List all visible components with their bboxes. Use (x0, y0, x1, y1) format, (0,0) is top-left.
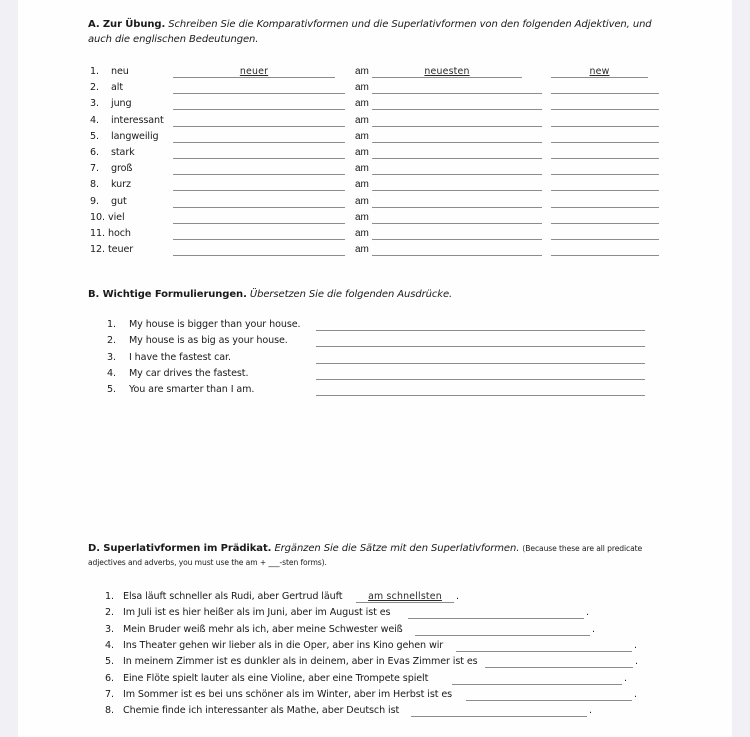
translation-blank[interactable] (316, 363, 645, 364)
am-label: am (355, 211, 369, 223)
section-a-label: A. Zur Übung. (88, 19, 166, 30)
section-a-row (18, 115, 732, 129)
english-phrase: My house is as big as your house. (129, 335, 288, 347)
section-a-instruction-cont: auch die englischen Bedeutungen. (88, 34, 259, 45)
item-number: 7. (90, 163, 99, 175)
item-number: 6. (90, 147, 99, 158)
superlative-blank[interactable] (372, 255, 542, 256)
adjective-word: kurz (111, 179, 131, 191)
section-a-row (18, 66, 732, 80)
item-number: 8. (90, 179, 99, 191)
superlative-blank[interactable] (411, 716, 587, 717)
superlative-blank[interactable] (372, 158, 542, 159)
english-meaning-blank[interactable] (551, 93, 659, 94)
comparative-blank[interactable] (173, 126, 345, 127)
item-number: 11. (90, 228, 105, 239)
sentence-text: Elsa läuft schneller als Rudi, aber Gertrud läuft (123, 591, 343, 602)
sentence-text: Im Juli ist es hier heißer als im Juni, aber im August ist es (123, 607, 391, 619)
comparative-blank[interactable] (173, 190, 345, 191)
section-a-row (18, 82, 732, 96)
superlative-blank[interactable] (485, 667, 633, 668)
am-label: am (355, 66, 369, 77)
am-label: am (355, 130, 369, 142)
item-number: 6. (105, 672, 114, 684)
adjective-word: gut (111, 195, 127, 207)
adjective-word: teuer (108, 244, 134, 256)
english-meaning-blank[interactable] (551, 190, 659, 191)
comparative-blank[interactable] (173, 239, 345, 240)
section-a-row (18, 147, 732, 161)
superlative-blank[interactable] (372, 174, 542, 175)
adjective-word: interessant (111, 114, 164, 126)
sentence-period: . (456, 591, 459, 602)
section-d-row (18, 607, 732, 621)
translation-blank[interactable] (316, 395, 645, 396)
section-a-row (18, 163, 732, 177)
am-label: am (355, 179, 369, 191)
english-meaning-blank[interactable] (551, 174, 659, 175)
item-number: 1. (105, 591, 114, 602)
comparative-blank[interactable] (173, 158, 345, 159)
english-phrase: My car drives the fastest. (129, 367, 249, 379)
english-meaning-blank[interactable] (551, 109, 659, 110)
section-a-row (18, 179, 732, 193)
english-meaning-answer: new (589, 66, 610, 77)
sentence-period: . (589, 705, 592, 717)
adjective-word: neu (111, 66, 129, 77)
section-a-row (18, 131, 732, 145)
section-b-instruction: Übersetzen Sie die folgenden Ausdrücke. (249, 289, 453, 300)
section-b-heading (88, 287, 452, 302)
english-phrase: I have the fastest car. (129, 351, 231, 363)
english-meaning-blank[interactable] (551, 142, 659, 143)
item-number: 2. (107, 335, 116, 347)
adjective-word: alt (111, 82, 124, 94)
sentence-text: In meinem Zimmer ist es dunkler als in deinem, aber in Evas Zimmer ist es (123, 656, 478, 668)
sentence-text: Mein Bruder weiß mehr als ich, aber meine Schwester weiß (123, 623, 403, 635)
section-d-row (18, 656, 732, 670)
am-label: am (355, 114, 369, 126)
am-label: am (355, 163, 369, 175)
adjective-word: stark (111, 147, 135, 158)
section-d-row (18, 624, 732, 638)
comparative-blank[interactable] (173, 93, 345, 94)
sentence-period: . (635, 656, 638, 668)
section-b-row (18, 384, 732, 398)
am-label: am (355, 195, 369, 207)
sentence-text: Eine Flöte spielt lauter als eine Violine, aber eine Trompete spielt (123, 672, 429, 684)
english-meaning-blank[interactable] (551, 158, 659, 159)
superlative-answer: am schnellsten (368, 591, 442, 602)
sentence-period: . (624, 672, 627, 684)
worksheet-page (18, 0, 732, 737)
superlative-blank[interactable] (372, 109, 542, 110)
section-b-row (18, 352, 732, 366)
english-meaning-blank[interactable] (551, 207, 659, 208)
section-d-label: D. Superlativformen im Prädikat. (88, 543, 272, 554)
section-a-row (18, 212, 732, 226)
superlative-blank[interactable] (415, 635, 590, 636)
superlative-blank[interactable] (466, 700, 632, 701)
superlative-blank[interactable] (372, 142, 542, 143)
adjective-word: viel (108, 211, 125, 223)
am-label: am (355, 228, 369, 239)
item-number: 5. (105, 656, 114, 668)
section-d-row (18, 591, 732, 605)
section-a-row (18, 98, 732, 112)
sentence-period: . (634, 688, 637, 700)
section-d-row (18, 705, 732, 719)
comparative-blank[interactable] (173, 223, 345, 224)
section-d-heading (88, 541, 642, 556)
item-number: 2. (105, 607, 114, 619)
section-d-row (18, 689, 732, 703)
sentence-period: . (592, 623, 595, 635)
section-d-note-line2-wrap (88, 555, 327, 570)
english-meaning-blank[interactable] (551, 223, 659, 224)
section-d-instruction: Ergänzen Sie die Sätze mit den Superlativformen. (274, 543, 520, 554)
sentence-period: . (634, 639, 637, 651)
english-meaning-blank[interactable] (551, 239, 659, 240)
english-phrase: You are smarter than I am. (129, 384, 255, 396)
item-number: 5. (107, 384, 116, 396)
sentence-text: Ins Theater gehen wir lieber als in die Oper, aber ins Kino gehen wir (123, 639, 444, 651)
sentence-text: Im Sommer ist es bei uns schöner als im Winter, aber im Herbst ist es (123, 688, 453, 700)
item-number: 5. (90, 130, 99, 142)
section-d-note-cont: adjectives and adverbs, you must use the am + ___-sten forms). (88, 558, 327, 567)
am-label: am (355, 147, 369, 158)
superlative-blank[interactable] (372, 239, 542, 240)
english-meaning-blank[interactable] (551, 126, 659, 127)
am-label: am (355, 98, 369, 110)
superlative-blank[interactable] (372, 93, 542, 94)
superlative-blank[interactable] (408, 618, 584, 619)
item-number: 1. (107, 319, 116, 330)
item-number: 3. (107, 351, 116, 363)
section-b-row (18, 368, 732, 382)
section-a-row (18, 228, 732, 242)
translation-blank[interactable] (316, 379, 645, 380)
item-number: 4. (90, 114, 99, 126)
section-d-note: (Because these are all predicate (522, 544, 643, 553)
item-number: 8. (105, 705, 114, 717)
section-b-row (18, 335, 732, 349)
translation-blank[interactable] (316, 330, 645, 331)
sentence-period: . (586, 607, 589, 619)
section-b-row (18, 319, 732, 333)
item-number: 10. (90, 211, 105, 223)
section-d-row (18, 673, 732, 687)
superlative-blank[interactable] (372, 126, 542, 127)
superlative-answer: neuesten (424, 66, 470, 77)
section-a-heading-line2 (88, 32, 258, 47)
item-number: 3. (90, 98, 99, 110)
translation-blank[interactable] (316, 346, 645, 347)
english-phrase: My house is bigger than your house. (129, 319, 301, 330)
item-number: 3. (105, 623, 114, 635)
sentence-text: Chemie finde ich interessanter als Mathe, aber Deutsch ist (123, 705, 400, 717)
section-b-label: B. Wichtige Formulierungen. (88, 289, 247, 300)
adjective-word: groß (111, 163, 133, 175)
comparative-blank[interactable] (173, 142, 345, 143)
english-meaning-blank[interactable] (551, 255, 659, 256)
section-a-instruction: Schreiben Sie die Komparativformen und die Superlativformen von den folgenden Adjektiven, und (168, 19, 652, 30)
comparative-blank[interactable] (173, 255, 345, 256)
section-a-row (18, 196, 732, 210)
adjective-word: langweilig (111, 130, 159, 142)
adjective-word: hoch (108, 228, 131, 239)
comparative-answer: neuer (239, 66, 269, 77)
adjective-word: jung (111, 98, 132, 110)
superlative-blank[interactable] (452, 684, 622, 685)
item-number: 9. (90, 195, 99, 207)
section-a-heading (88, 17, 652, 32)
item-number: 12. (90, 244, 105, 256)
comparative-blank[interactable] (173, 207, 345, 208)
superlative-blank[interactable] (456, 651, 632, 652)
comparative-blank[interactable] (173, 174, 345, 175)
item-number: 7. (105, 688, 114, 700)
superlative-blank[interactable] (372, 207, 542, 208)
superlative-blank[interactable] (372, 223, 542, 224)
superlative-blank[interactable] (372, 190, 542, 191)
am-label: am (355, 244, 369, 256)
item-number: 2. (90, 82, 99, 94)
item-number: 4. (105, 639, 114, 651)
section-a-row (18, 244, 732, 258)
section-d-row (18, 640, 732, 654)
item-number: 1. (90, 66, 99, 77)
am-label: am (355, 82, 369, 94)
comparative-blank[interactable] (173, 109, 345, 110)
item-number: 4. (107, 367, 116, 379)
